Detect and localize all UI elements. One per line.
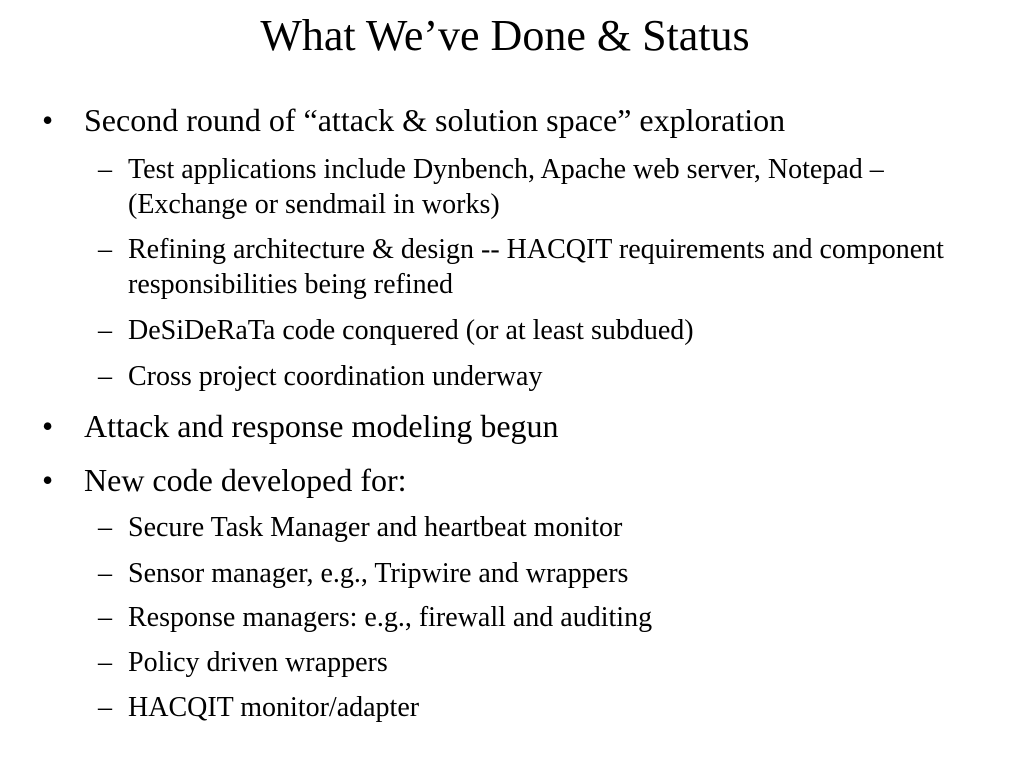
sub-bullet-marker: – — [98, 602, 112, 633]
sub-bullet-marker: – — [98, 647, 112, 678]
sub-bullet-text: Cross project coordination underway — [128, 361, 543, 392]
sub-bullet-marker: – — [98, 512, 112, 543]
sub-bullet-text: Refining architecture & design -- HACQIT requirements and component responsibilities being refined — [128, 234, 944, 300]
sub-bullet-text: Policy driven wrappers — [128, 647, 388, 678]
slide-title: What We’ve Done & Status — [260, 11, 750, 60]
sub-bullet-text: Secure Task Manager and heartbeat monitor — [128, 512, 623, 543]
bullet-text: Second round of “attack & solution space” exploration — [84, 102, 786, 138]
sub-bullet-marker: – — [98, 361, 112, 392]
sub-bullet-text: HACQIT monitor/adapter — [128, 692, 420, 723]
bullet-marker: • — [42, 462, 54, 498]
sub-bullet-text: Sensor manager, e.g., Tripwire and wrappers — [128, 558, 629, 589]
sub-bullet-text: Test applications include Dynbench, Apache web server, Notepad – (Exchange or sendmail in works) — [128, 154, 884, 220]
sub-bullet-marker: – — [98, 692, 112, 723]
sub-bullet-text: DeSiDeRaTa code conquered (or at least subdued) — [128, 315, 694, 346]
bullet-text: New code developed for: — [84, 462, 407, 498]
sub-bullet-marker: – — [98, 234, 112, 265]
bullet-marker: • — [42, 408, 54, 444]
sub-bullet-text: Response managers: e.g., firewall and auditing — [128, 602, 653, 633]
bullet-text: Attack and response modeling begun — [84, 408, 559, 444]
bullet-marker: • — [42, 102, 54, 138]
sub-bullet-marker: – — [98, 558, 112, 589]
sub-bullet-marker: – — [98, 315, 112, 346]
sub-bullet-marker: – — [98, 154, 112, 185]
